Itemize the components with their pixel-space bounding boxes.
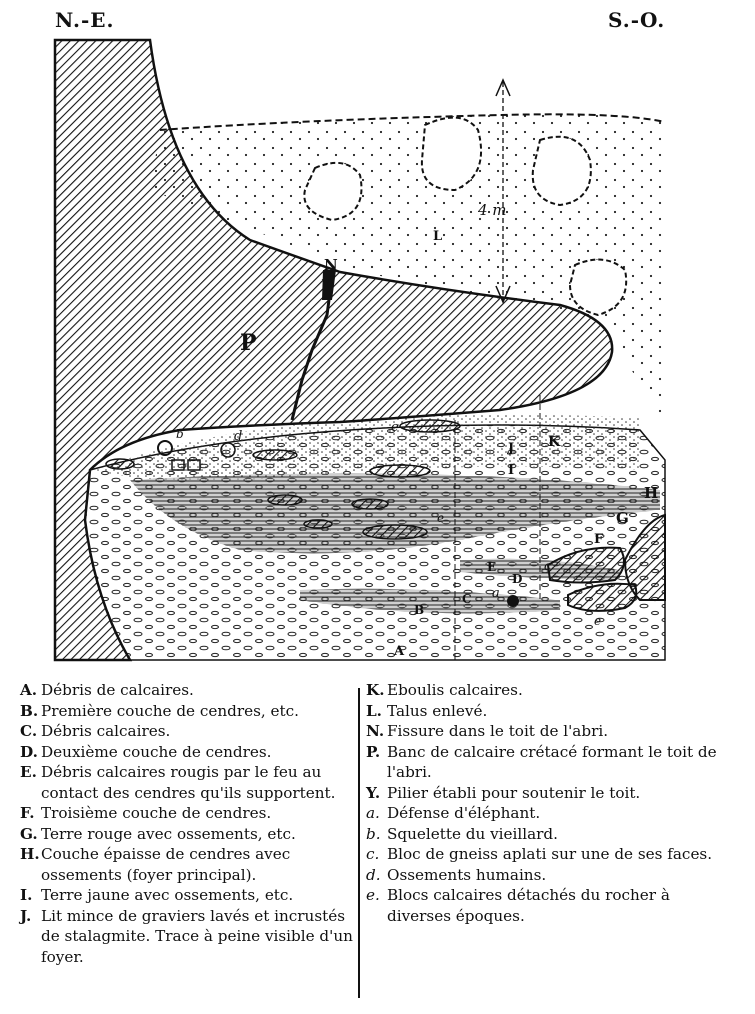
label-B: B [414,603,425,617]
legend-text: Débris de calcaires. [41,681,194,699]
label-e: e [594,614,602,628]
legend-key: N. [366,722,385,740]
label-b: b [176,427,184,441]
label-H: H [644,484,659,502]
legend-entry-I [20,885,355,906]
legend-key: I. [20,886,33,904]
legend-text: Squelette du vieillard. [387,824,558,843]
label-e: e [391,420,399,435]
legend-entry-F [20,803,355,824]
legend-entry-N [366,721,736,742]
legend-entry-b [366,824,736,845]
legend-text: Terre rouge avec ossements, etc. [41,824,296,843]
orientation-south-west: S.-O. [608,8,666,32]
legend-entry-E [20,762,355,803]
label-Y: Y [322,277,331,291]
legend-text: Eboulis calcaires. [387,681,523,699]
label-J: J [508,441,515,456]
fallen-block [304,520,332,528]
label-G: G [616,509,629,527]
legend-key: d. [366,865,381,884]
legend-entry-J [20,906,355,968]
label-c: c [544,559,551,573]
legend-key: H. [20,845,40,863]
legend-entry-C [20,721,355,742]
fallen-block [400,420,460,432]
label-F: F [594,532,604,547]
legend-column-right [366,680,736,926]
legend-key: L. [366,701,382,720]
legend-key: B. [20,701,39,720]
legend-key: F. [20,804,35,822]
legend-key: c. [366,845,380,863]
fallen-block [253,450,297,460]
legend-text: Deuxième couche de cendres. [41,742,272,761]
legend-divider [358,688,360,998]
legend-entry-d [366,865,736,886]
label-I: I [508,463,515,478]
fallen-block [363,525,427,539]
legend-key: a. [366,804,380,822]
legend-entry-c [366,844,736,865]
fallen-block [106,459,134,469]
legend-text: Débris calcaires. [41,722,171,740]
legend-text: Bloc de gneiss aplati sur une de ses faces. [387,845,713,863]
legend-entry-D [20,742,355,763]
legend-entry-H [20,844,355,885]
legend-text: Lit mince de graviers lavés et incrustés de stalagmite. Trace à peine visible d'un foyer. [41,906,353,966]
legend-text: Terre jaune avec ossements, etc. [41,886,294,904]
label-L: L [433,229,443,244]
legend-entry-Y [366,783,736,804]
legend-text: Première couche de cendres, etc. [41,701,299,720]
fallen-block [352,499,388,509]
legend-key: G. [20,824,38,843]
legend-entry-e [366,885,736,926]
label-D: D [512,572,523,586]
label-e: e [437,511,445,525]
legend-text: Débris calcaires rougis par le feu au contact des cendres qu'ils supportent. [41,763,336,802]
legend-key: J. [20,906,32,925]
legend-entry-a [366,803,736,824]
legend-key: e. [366,886,380,904]
orientation-north-east: N.-E. [55,8,115,32]
legend-entry-G [20,824,355,845]
label-a: a [492,586,500,601]
legend-text: Défense d'éléphant. [387,804,541,822]
label-d: d [234,429,243,444]
legend-key: A. [20,681,38,699]
legend-text: Talus enlevé. [387,701,488,720]
legend-entry-B [20,701,355,722]
legend-key: P. [366,742,381,761]
fallen-block [370,465,430,477]
label-C: C [462,592,472,606]
legend-text: Troisième couche de cendres. [41,804,272,822]
legend-key: b. [366,824,381,843]
legend-entry-L [366,701,736,722]
limestone-block-outline [304,163,361,220]
legend-text: Fissure dans le toit de l'abri. [387,722,609,740]
label-E: E [487,560,497,574]
legend-text: Couche épaisse de cendres avec ossements (foyer principal). [41,845,291,884]
legend-key: Y. [366,783,381,802]
elephant-tusk [507,595,519,607]
legend-entry-A [20,680,355,701]
label-4m: 4 m [478,201,507,219]
legend-text: Ossements humains. [387,865,547,884]
legend-entry-K [366,680,736,701]
legend-key: K. [366,681,385,699]
legend-entry-P [366,742,736,783]
legend-key: E. [20,763,37,781]
legend-key: C. [20,722,38,740]
legend-key: D. [20,742,38,761]
legend-column-left [20,680,355,967]
legend-text: Banc de calcaire crétacé formant le toit de l'abri. [387,742,717,781]
legend-text: Blocs calcaires détachés du rocher à diverses époques. [387,886,670,925]
label-N: N [324,256,338,274]
limestone-block-outline [533,137,591,205]
fallen-block [268,495,302,505]
legend-text: Pilier établi pour soutenir le toit. [387,783,641,802]
label-P: P [240,330,257,356]
label-K: K [548,434,561,450]
label-A: A [394,644,405,659]
